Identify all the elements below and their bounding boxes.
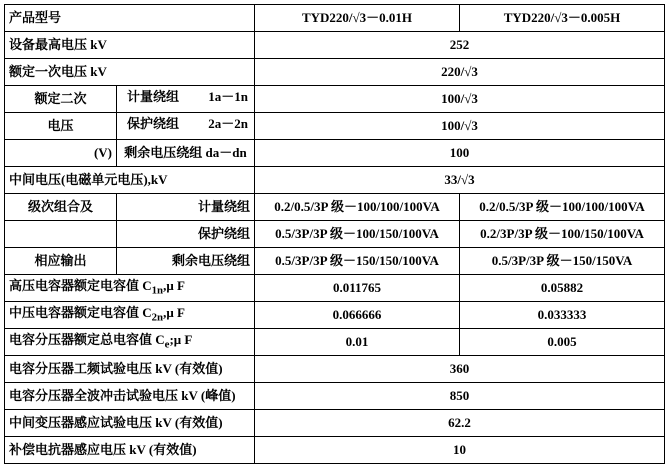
label-text-mv-capacitance: 中压电容器额定电容值 C bbox=[9, 304, 152, 320]
row-value-compensating-reactor-induced-voltage: 10 bbox=[255, 437, 665, 464]
table-row bbox=[5, 113, 665, 140]
value-accuracy-metering-col2: 0.2/0.5/3P 级－100/100/100VA bbox=[460, 194, 665, 221]
table-row bbox=[5, 59, 665, 86]
header-model-col2: TYD220/√3－0.005H bbox=[460, 5, 665, 32]
value-accuracy-residual-col1: 0.5/3P/3P 级－150/150/100VA bbox=[255, 248, 460, 275]
row-label-intermediate-transformer-induced-test-voltage: 中间变压器感应试验电压 kV (有效值) bbox=[5, 410, 255, 437]
group-label-secondary-voltage-1: 额定二次 bbox=[5, 86, 117, 113]
sub-label-metering-winding bbox=[117, 86, 255, 113]
value-hv-capacitance-col1: 0.011765 bbox=[255, 275, 460, 302]
header-model-label: 产品型号 bbox=[5, 5, 255, 32]
row-value-residual-voltage-winding: 100 bbox=[255, 140, 665, 167]
label-text-hv-capacitance: 高压电容器额定电容值 C bbox=[9, 277, 152, 293]
sub-label-residual-voltage-winding: 剩余电压绕组 da－dn bbox=[117, 140, 255, 167]
value-hv-capacitance-col2: 0.05882 bbox=[460, 275, 665, 302]
table-row bbox=[5, 32, 665, 59]
group-label-secondary-voltage-3: (V) bbox=[5, 140, 117, 167]
table-row bbox=[5, 275, 665, 302]
row-label-divider-lightning-impulse-test-voltage: 电容分压器全波冲击试验电压 kV (峰值) bbox=[5, 383, 255, 410]
sub-label-accuracy-protection: 保护绕组 bbox=[117, 221, 255, 248]
label-tail-total-capacitance: ;μ F bbox=[169, 331, 193, 347]
row-label-hv-capacitor-rated-capacitance bbox=[5, 275, 255, 302]
row-label-max-equipment-voltage: 设备最高电压 kV bbox=[5, 32, 255, 59]
table-row bbox=[5, 86, 665, 113]
group-label-accuracy-1: 级次组合及 bbox=[5, 194, 117, 221]
row-label-intermediate-voltage: 中间电压(电磁单元电压),kV bbox=[5, 167, 255, 194]
row-value-protection-winding: 100/√3 bbox=[255, 113, 665, 140]
table-row bbox=[5, 302, 665, 329]
table-row bbox=[5, 194, 665, 221]
row-label-rated-primary-voltage: 额定一次电压 kV bbox=[5, 59, 255, 86]
value-mv-capacitance-col1: 0.066666 bbox=[255, 302, 460, 329]
group-label-accuracy-2 bbox=[5, 221, 117, 248]
label-tail-hv-capacitance: ,μ F bbox=[163, 277, 185, 293]
table-row bbox=[5, 410, 665, 437]
value-total-capacitance-col1: 0.01 bbox=[255, 329, 460, 356]
label-tail-mv-capacitance: ,μ F bbox=[163, 304, 185, 320]
row-value-max-equipment-voltage: 252 bbox=[255, 32, 665, 59]
sub-label-protection-winding bbox=[117, 113, 255, 140]
row-label-divider-power-freq-test-voltage: 电容分压器工频试验电压 kV (有效值) bbox=[5, 356, 255, 383]
label-sub-total-capacitance: e bbox=[164, 338, 170, 351]
sub-code-metering-winding: 1a－1n bbox=[208, 88, 249, 104]
value-accuracy-metering-col1: 0.2/0.5/3P 级－100/100/100VA bbox=[255, 194, 460, 221]
value-accuracy-protection-col2: 0.2/3P/3P 级－100/150/100VA bbox=[460, 221, 665, 248]
table-row bbox=[5, 356, 665, 383]
label-text-total-capacitance: 电容分压器额定总电容值 C bbox=[9, 331, 165, 347]
sub-label-protection-winding-text: 保护绕组 bbox=[127, 115, 180, 131]
table-row bbox=[5, 329, 665, 356]
value-total-capacitance-col2: 0.005 bbox=[460, 329, 665, 356]
row-label-compensating-reactor-induced-voltage: 补偿电抗器感应电压 kV (有效值) bbox=[5, 437, 255, 464]
row-value-intermediate-voltage: 33/√3 bbox=[255, 167, 665, 194]
value-accuracy-residual-col2: 0.5/3P/3P 级－150/150VA bbox=[460, 248, 665, 275]
row-value-divider-lightning-impulse-test-voltage: 850 bbox=[255, 383, 665, 410]
label-sub-hv-capacitance: 1n bbox=[151, 284, 164, 297]
specification-table bbox=[4, 4, 665, 464]
sub-code-protection-winding: 2a－2n bbox=[208, 115, 249, 131]
label-sub-mv-capacitance: 2n bbox=[151, 311, 164, 324]
row-label-total-rated-capacitance bbox=[5, 329, 255, 356]
row-value-rated-primary-voltage: 220/√3 bbox=[255, 59, 665, 86]
table-row bbox=[5, 167, 665, 194]
table-row bbox=[5, 248, 665, 275]
row-value-intermediate-transformer-induced-test-voltage: 62.2 bbox=[255, 410, 665, 437]
value-accuracy-protection-col1: 0.5/3P/3P 级－100/150/100VA bbox=[255, 221, 460, 248]
group-label-accuracy-3: 相应输出 bbox=[5, 248, 117, 275]
sub-label-accuracy-metering: 计量绕组 bbox=[117, 194, 255, 221]
table-row bbox=[5, 140, 665, 167]
table-row bbox=[5, 383, 665, 410]
value-mv-capacitance-col2: 0.033333 bbox=[460, 302, 665, 329]
table-row bbox=[5, 437, 665, 464]
sub-label-metering-winding-text: 计量绕组 bbox=[127, 88, 180, 104]
sub-label-accuracy-residual: 剩余电压绕组 bbox=[117, 248, 255, 275]
table-header-row bbox=[5, 5, 665, 32]
row-value-divider-power-freq-test-voltage: 360 bbox=[255, 356, 665, 383]
table-row bbox=[5, 221, 665, 248]
group-label-secondary-voltage-2: 电压 bbox=[5, 113, 117, 140]
row-value-metering-winding: 100/√3 bbox=[255, 86, 665, 113]
row-label-mv-capacitor-rated-capacitance bbox=[5, 302, 255, 329]
header-model-col1: TYD220/√3－0.01H bbox=[255, 5, 460, 32]
